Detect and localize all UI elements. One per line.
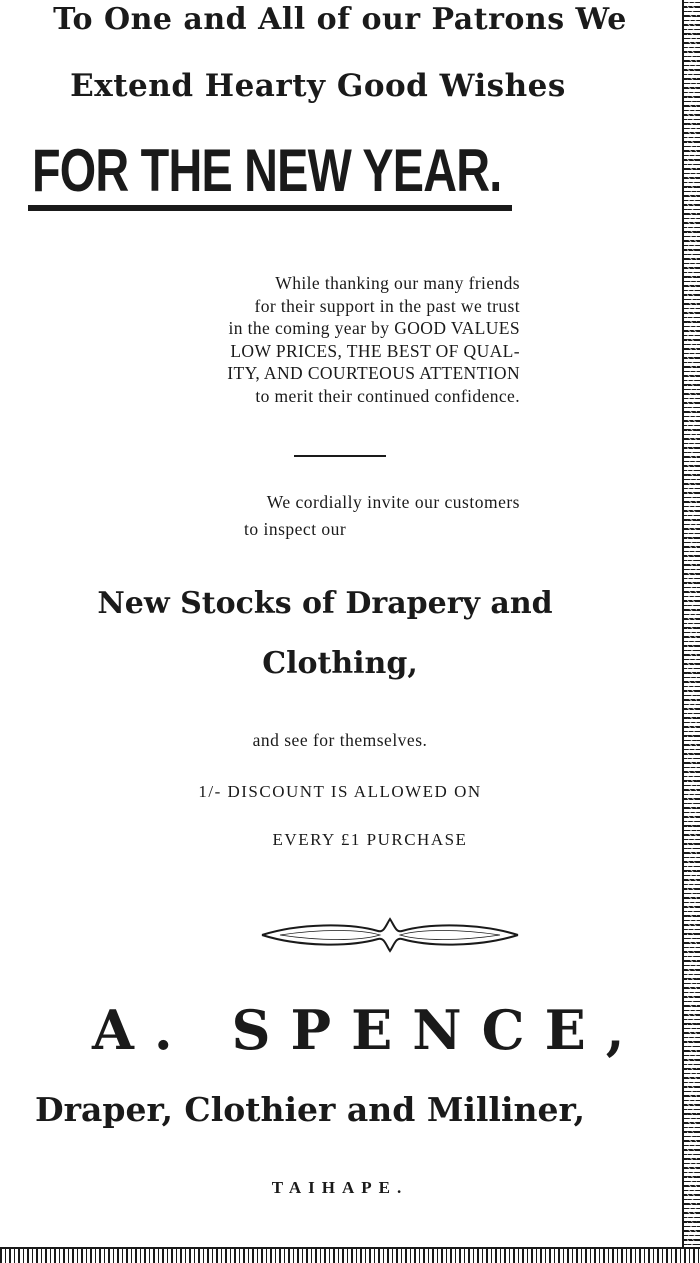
feature-line-1: New Stocks of Drapery and — [97, 586, 553, 621]
feature-line-2: Clothing, — [262, 646, 418, 681]
headline: FOR THE NEW YEAR. — [32, 137, 502, 204]
message-line: While thanking our many friends — [275, 273, 520, 293]
right-ornamental-border — [682, 0, 700, 1250]
headline-underline — [28, 205, 512, 211]
discount-line-1: 1/- DISCOUNT IS ALLOWED ON — [198, 782, 482, 801]
business-trade: Draper, Clothier and Milliner, — [35, 1090, 585, 1129]
invite-line-1: We cordially invite our customers — [266, 492, 520, 512]
invite-line-2: to inspect our — [244, 519, 347, 539]
discount-line-2: EVERY £1 PURCHASE — [272, 830, 468, 849]
feature-line-3: and see for themselves. — [252, 730, 428, 750]
message-line: to merit their continued confidence. — [255, 385, 520, 406]
business-name: A. SPENCE, — [92, 998, 645, 1062]
divider-rule — [294, 455, 386, 457]
message-line: in the coming year by GOOD VALUES — [228, 318, 520, 338]
bottom-ornamental-border — [0, 1247, 700, 1263]
message-line: for their support in the past we trust — [254, 295, 520, 316]
scroll-ornament — [260, 915, 520, 955]
thanks-message — [128, 272, 520, 407]
greeting-line-1: To One and All of our Patrons We — [53, 2, 627, 37]
business-town: TAIHAPE. — [271, 1178, 409, 1197]
message-line: LOW PRICES, THE BEST OF QUAL- — [230, 340, 520, 361]
greeting-line-2: Extend Hearty Good Wishes — [70, 68, 566, 104]
message-line: ITY, AND COURTEOUS ATTENTION — [227, 363, 520, 383]
